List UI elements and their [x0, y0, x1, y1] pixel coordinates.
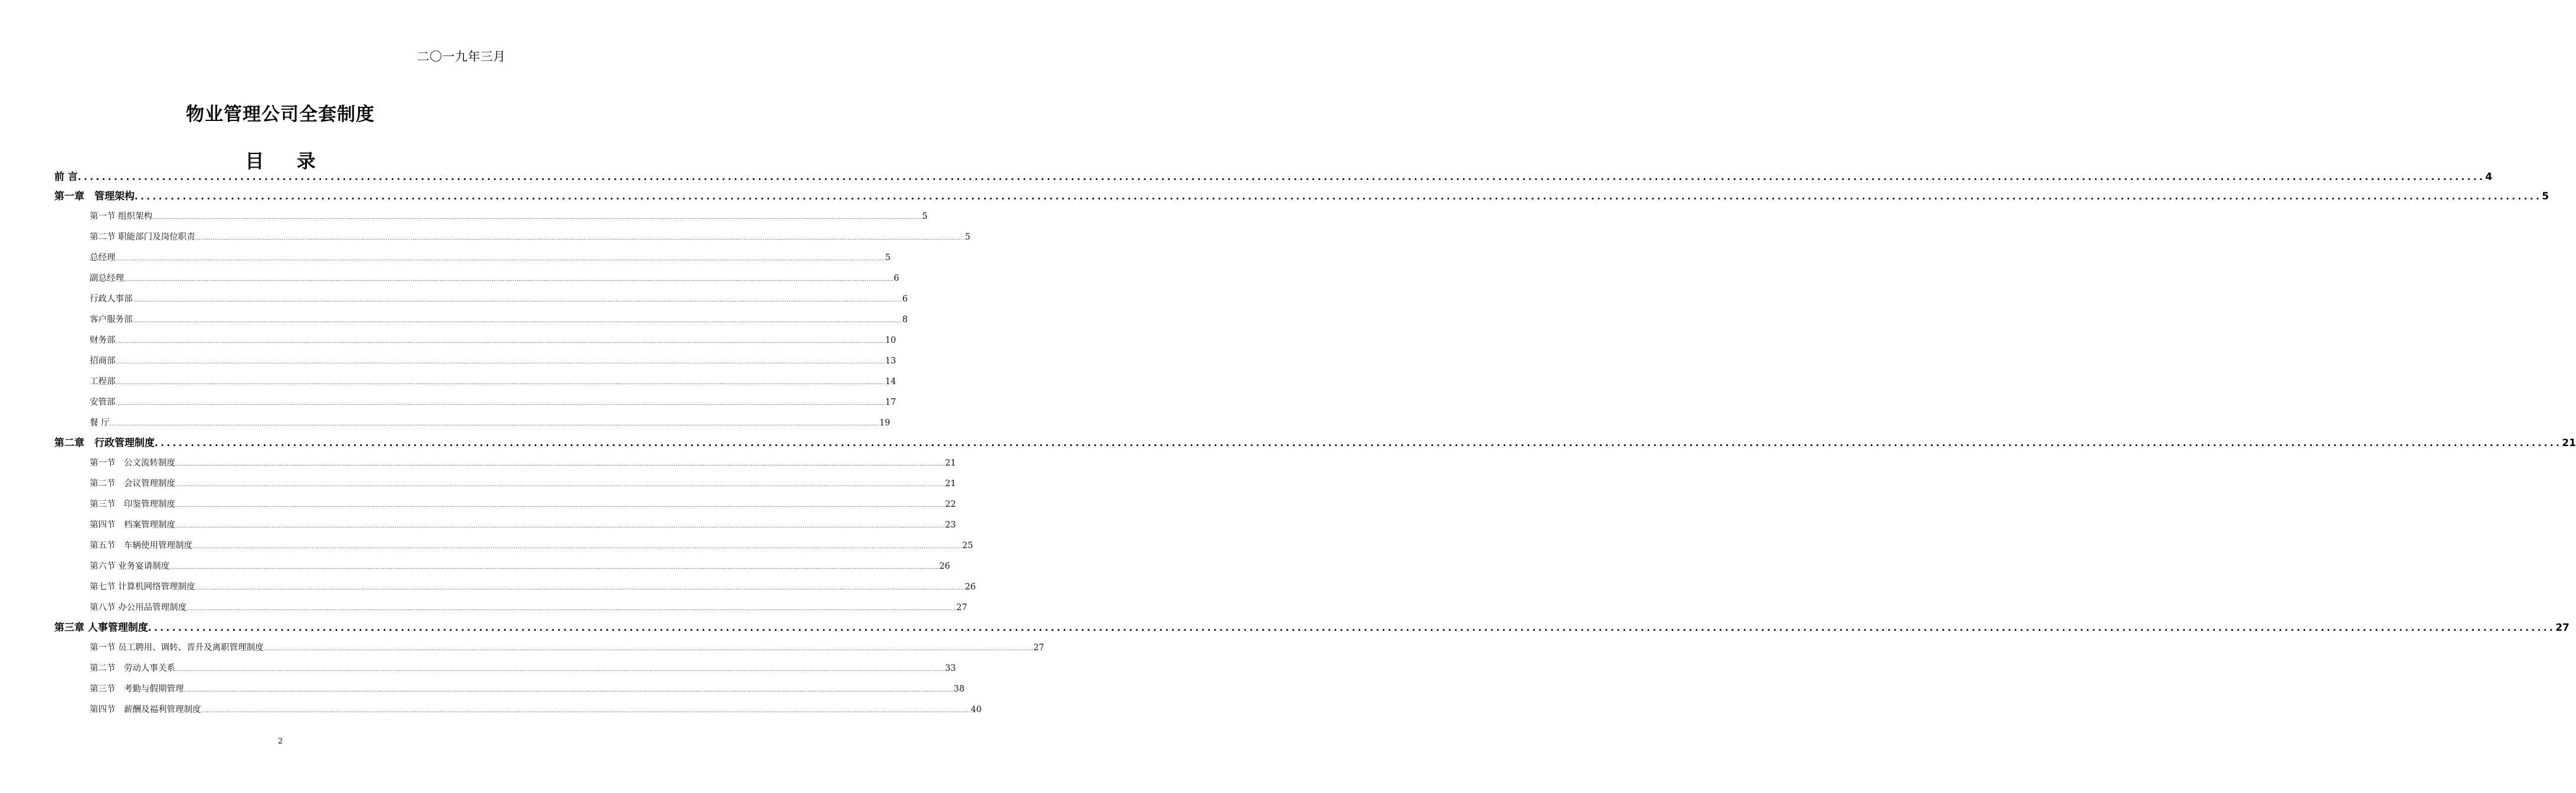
toc-section-entry[interactable] [54, 310, 908, 330]
toc-section-entry[interactable] [54, 474, 956, 494]
toc-entry-page: 4 [2485, 171, 2493, 183]
toc-chapter-entry[interactable] [54, 168, 2493, 187]
toc-section-entry[interactable] [54, 638, 1045, 658]
toc-entry-page: 23 [945, 520, 956, 530]
dot-leader: ................................................................................................................................................................................................................................................................................................................................................................................................................ [201, 708, 971, 714]
dot-leader: ................................................................................................................................................................................................................................................................................................................................................................................................................ [169, 565, 940, 571]
toc-section-entry[interactable] [54, 392, 896, 413]
dot-leader: ................................................................................................................................................................................................................................................................................................................................................................................................................ [115, 380, 885, 386]
toc-section-entry[interactable] [54, 598, 967, 618]
dot-leader: ................................................................................................................................................................................................................................................................................................................................................................................................................ [184, 687, 954, 693]
toc-entry-label: 财务部 [90, 336, 116, 345]
toc-entry-label: 工程部 [90, 377, 116, 386]
dot-leader: ................................................................................................................................................................................................................................................................................................................................................................................................................ [115, 339, 885, 345]
toc-entry-page: 19 [879, 418, 891, 428]
toc-entry-page: 26 [964, 582, 976, 592]
toc-entry-label: 第三节 印鉴管理制度 [90, 500, 175, 509]
toc-entry-page: 8 [902, 315, 908, 325]
dot-leader: ................................................................................................................................................................................................................................................................................................................................................................................................................ [175, 503, 945, 509]
toc-entry-page: 6 [893, 274, 899, 283]
toc-section-entry[interactable] [54, 268, 899, 289]
toc-section-entry[interactable] [54, 515, 956, 536]
dot-leader: ................................................................................................................................................................................................................................................................................................................................................................................................................ [192, 544, 963, 550]
dot-leader: ................................................................................................................................................................................................................................................................................................................................................................................................................ [115, 401, 885, 407]
toc-section-entry[interactable] [54, 556, 950, 577]
toc-section-entry[interactable] [54, 679, 965, 700]
toc-entry-label: 总经理 [90, 253, 116, 263]
toc-entry-page: 5 [922, 212, 928, 221]
toc-section-entry[interactable] [54, 413, 891, 434]
toc-entry-label: 第二节 职能部门及岗位职责 [90, 232, 195, 242]
toc-entry-page: 40 [970, 705, 982, 715]
toc-entry-label: 第一章 管理架构 [54, 191, 135, 202]
toc-entry-label: 招商部 [90, 356, 116, 366]
dot-leader: ................................................................................................................................................................................................................................................................................................................................................................................................................ [132, 318, 902, 324]
toc-entry-label: 第三章 人事管理制度 [54, 622, 148, 634]
dot-leader: ................................................................................................................................................................................................................................................................................................................................................................................................................ [175, 667, 945, 673]
dot-leader: ................................................................................................................................................................................................................................................................................................................................................................................................................ [195, 235, 965, 241]
toc-chapter-entry[interactable] [54, 434, 2576, 453]
toc-entry-page: 33 [945, 664, 956, 673]
document-title: 物业管理公司全套制度 [186, 104, 375, 125]
toc-entry-page: 38 [953, 684, 965, 694]
dot-leader: ................................................................................................................................................................................................................................................................................................................................................................................................................ [148, 622, 2556, 633]
toc-entry-page: 5 [964, 232, 971, 242]
toc-chapter-entry[interactable] [54, 618, 2570, 638]
toc-entry-label: 第二节 劳动人事关系 [90, 664, 175, 673]
toc-entry-label: 第二章 行政管理制度 [54, 437, 155, 449]
toc-entry-page: 6 [902, 294, 908, 304]
toc-entry-page: 21 [945, 458, 956, 468]
toc-entry-label: 第一节 公文流转制度 [90, 458, 175, 468]
dot-leader: ................................................................................................................................................................................................................................................................................................................................................................................................................ [115, 359, 885, 365]
toc-entry-label: 第二节 会议管理制度 [90, 479, 175, 489]
page-number: 2 [277, 737, 283, 746]
toc-section-entry[interactable] [54, 289, 908, 310]
toc-entry-label: 餐 厅 [90, 418, 110, 428]
toc-section-entry[interactable] [54, 330, 896, 351]
toc-section-entry[interactable] [54, 351, 896, 372]
table-of-contents [54, 168, 2576, 720]
toc-entry-page: 25 [962, 541, 973, 550]
toc-heading: 目 录 [245, 150, 329, 172]
toc-section-entry[interactable] [54, 494, 956, 515]
dot-leader: ................................................................................................................................................................................................................................................................................................................................................................................................................ [152, 215, 922, 221]
toc-chapter-entry[interactable] [54, 187, 2549, 207]
toc-section-entry[interactable] [54, 658, 956, 679]
toc-entry-page: 21 [2562, 437, 2576, 449]
dot-leader: ................................................................................................................................................................................................................................................................................................................................................................................................................ [175, 523, 945, 529]
toc-entry-label: 第一节 员工聘用、调转、晋升及离职管理制度 [90, 643, 264, 653]
toc-entry-page: 22 [945, 500, 956, 509]
toc-entry-label: 第四节 档案管理制度 [90, 520, 175, 530]
dot-leader: ................................................................................................................................................................................................................................................................................................................................................................................................................ [175, 461, 945, 467]
toc-section-entry[interactable] [54, 227, 971, 248]
toc-entry-page: 5 [2542, 191, 2549, 202]
dot-leader: ................................................................................................................................................................................................................................................................................................................................................................................................................ [132, 297, 902, 303]
toc-entry-page: 17 [885, 398, 896, 407]
dot-leader: ................................................................................................................................................................................................................................................................................................................................................................................................................ [186, 606, 957, 612]
dot-leader: ................................................................................................................................................................................................................................................................................................................................................................................................................ [115, 256, 885, 262]
toc-entry-page: 13 [885, 356, 896, 366]
toc-entry-page: 27 [956, 603, 967, 612]
toc-section-entry[interactable] [54, 700, 982, 720]
toc-entry-label: 第七节 计算机网络管理制度 [90, 582, 195, 592]
dot-leader: ................................................................................................................................................................................................................................................................................................................................................................................................................ [109, 421, 879, 427]
toc-section-entry[interactable] [54, 248, 891, 268]
dot-leader: ................................................................................................................................................................................................................................................................................................................................................................................................................ [77, 172, 2486, 182]
dot-leader: ................................................................................................................................................................................................................................................................................................................................................................................................................ [175, 482, 945, 488]
dot-leader: ................................................................................................................................................................................................................................................................................................................................................................................................................ [155, 438, 2562, 448]
toc-entry-label: 第五节 车辆使用管理制度 [90, 541, 192, 550]
toc-section-entry[interactable] [54, 577, 976, 598]
toc-entry-page: 27 [2555, 622, 2570, 634]
dot-leader: ................................................................................................................................................................................................................................................................................................................................................................................................................ [263, 646, 1033, 652]
toc-entry-label: 第四节 薪酬及福利管理制度 [90, 705, 201, 715]
toc-section-entry[interactable] [54, 536, 973, 556]
dot-leader: ................................................................................................................................................................................................................................................................................................................................................................................................................ [135, 191, 2542, 202]
toc-section-entry[interactable] [54, 207, 928, 227]
toc-entry-page: 14 [885, 377, 896, 386]
toc-section-entry[interactable] [54, 372, 896, 392]
toc-entry-page: 21 [945, 479, 956, 489]
toc-entry-label: 行政人事部 [90, 294, 133, 304]
document-date: 二〇一九年三月 [417, 50, 506, 64]
toc-entry-page: 5 [885, 253, 891, 263]
toc-entry-label: 安管部 [90, 398, 116, 407]
dot-leader: ................................................................................................................................................................................................................................................................................................................................................................................................................ [124, 277, 894, 283]
toc-entry-label: 第八节 办公用品管理制度 [90, 603, 187, 612]
toc-entry-page: 26 [939, 562, 950, 571]
toc-entry-label: 第一节 组织架构 [90, 212, 153, 221]
toc-entry-label: 副总经理 [90, 274, 124, 283]
toc-entry-label: 前 言 [54, 171, 78, 183]
toc-entry-label: 客户服务部 [90, 315, 133, 325]
toc-entry-page: 10 [885, 336, 896, 345]
toc-entry-label: 第三节 考勤与假期管理 [90, 684, 184, 694]
toc-entry-label: 第六节 业务宴请制度 [90, 562, 170, 571]
dot-leader: ................................................................................................................................................................................................................................................................................................................................................................................................................ [195, 585, 965, 591]
toc-section-entry[interactable] [54, 453, 956, 474]
toc-entry-page: 27 [1033, 643, 1045, 653]
